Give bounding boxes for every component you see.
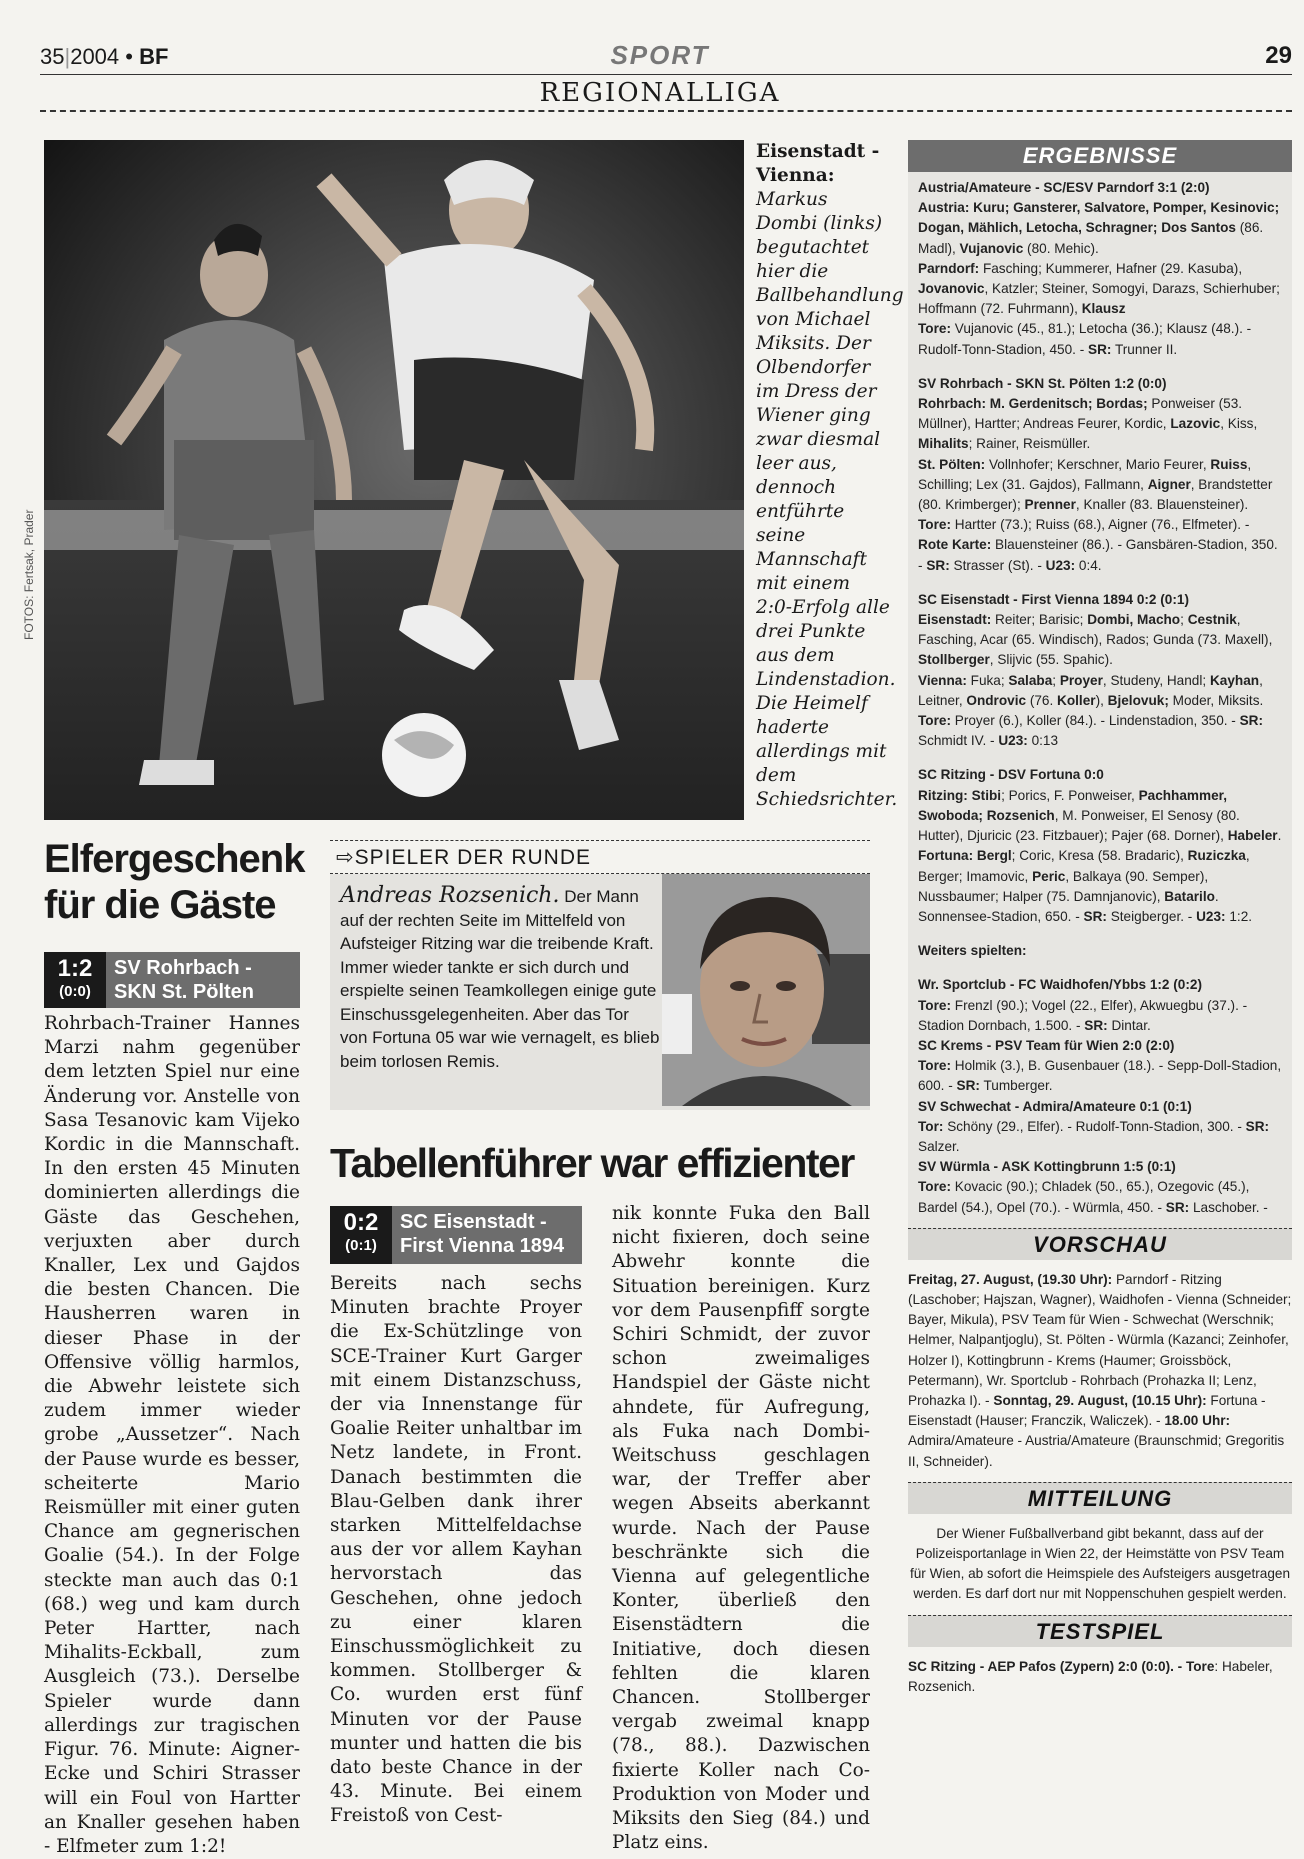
bullet: • [125, 44, 133, 69]
subsection-title: REGIONALLIGA [539, 78, 781, 108]
header-dashed-rule [40, 110, 1292, 112]
article2-body-col1: Bereits nach sechs Minuten brachte Proyer die Ex-Schützlinge von SCE-Trainer Kurt Garger mit einem Distanzschuss, der via Innenstange für Goalie Reiter unhaltbar im Netz landete, in Front. Danach bestimmten die Blau-Gelben dank ihrer starken Mittelfeldachse aus der vor allem Kayhan hervorstach das Geschehen, ohne jedoch zu einer klaren Einschussmöglichkeit zu kommen. Stollberger & Co. wurden erst fünf Minuten vor der Pause munter und hatten die bis dato beste Chance in der 43. Minute. Bei einem Freistoß von Cest- [330, 1273, 582, 1827]
match-photo [44, 140, 744, 820]
player-of-round-header [330, 840, 870, 874]
friendly-text: SC Ritzing - AEP Pafos (Zypern) 2:0 (0:0). - Tore: Habeler, Rozsenich. [908, 1658, 1273, 1694]
photo-caption [756, 140, 904, 812]
article2-scorebox [330, 1206, 582, 1264]
game-heading: Wr. Sportclub - FC Waidhofen/Ybbs 1:2 (0:2) [918, 977, 1202, 993]
issue-info: 35|2004 • BF [40, 44, 169, 69]
lineup: Rohrbach: M. Gerdenitsch; Bordas; Ponweiser (53. Müllner), Hartter; Andreas Feurer, Kordic, Lazovic, Kiss, Mihalits; Rainer, Reismüller. [918, 396, 1258, 452]
halftime-score: (0:1) [345, 1237, 377, 1254]
caption-lead: Eisenstadt - Vienna: [756, 141, 880, 186]
final-score: 1:2 [57, 955, 93, 982]
game-heading: SV Rohrbach - SKN St. Pölten 1:2 (0:0) [918, 375, 1167, 391]
lineup: St. Pölten: Vollnhofer; Kerschner, Mario Feurer, Ruiss, Schilling; Lex (31. Gajdos), Fallmann, Aigner, Brandstetter (80. Krimberger); Prenner, Knaller (83. Blauensteiner). [918, 456, 1273, 513]
lineup: Parndorf: Fasching; Kummerer, Hafner (29. Kasuba), Jovanovic, Katzler; Steiner, Somogyi, Darazs, Schierhuber; Hoffmann (72. Fuhrmann), Klausz [918, 260, 1280, 317]
preview-text: Freitag, 27. August, (19.30 Uhr): Parndorf - Ritzing (Laschober; Hajszan, Wagner), Waidhofen - Vienna (Schneider; Bayer, Mikula), PSV Team für Wien - Schwechat (Werschnik; Helmer, Nalpantjoglu), St. Pölten - Würmla (Kazanci; Zeinhofer, Holzer I), Kottingbrunn - Krems (Haumer; Groissböck, Petermann), Wr. Sportclub - Rohrbach (Prohazka II; Lenz, Prohazka I). - Sonntag, 29. August, (10.15 Uhr): Fortuna - Eisenstadt (Hauser; Franczik, Waliczek). - 18.00 Uhr: Admira/Amateure - Austria/Amateure (Braunschmid; Gregoritis II, Schneider). [908, 1271, 1292, 1469]
issue-year: 2004 [70, 44, 120, 69]
goals-line: Sonnensee-Stadion, 650. - SR: Steigberger. - U23: 1:2. [918, 908, 1253, 924]
article2-body-col2: nik konnte Fuka den Ball nicht fixieren, doch seine Abwehr konnte die Situation bereinigen. Kurz vor dem Pausenpfiff sorgte Schiri Schmidt, der zuvor schon zweimaliges Handspiel der Gäste nicht ahndete, für Aufregung, als Fuka nach Dombi-Weitschuss geschlagen war, der Treffer aber wegen Abseits aberkannt wurde. Nach der Pause beschränkte sich die Vienna auf gelegentliche Konter, überließ den Eisenstädtern die Initiative, doch diesen fehlten die klaren Chancen. Stollberger vergab zweimal knapp (78., 88.). Dazwischen fixierte Koller nach Co-Produktion von Moder und Miksits den Sieg (84.) und Platz eins. [612, 1203, 870, 1854]
player-of-round-text [340, 884, 660, 1073]
score-block [330, 1206, 392, 1264]
lineup: Vienna: Fuka; Salaba; Proyer, Studeny, Handl; Kayhan, Leitner, Ondrovic (76. Koller), Bjelovuk; Moder, Miksits. [918, 672, 1264, 708]
article1-body: Rohrbach-Trainer Hannes Marzi nahm gegenüber dem letzten Spiel nur eine Änderung vor. Anstelle von Sasa Tesanovic kam Vijeko Kordic in die Mannschaft. In den ersten 45 Minuten dominierten allerdings die Gäste das Geschehen, verjuxten aber durch Knaller, Lex und Gajdos die besten Chancen. Die Hausherren waren in dieser Phase in der Offensive völlig harmlos, die Abwehr leistete sich zudem immer wieder grobe „Aussetzer“. Nach der Pause wurde es besser, scheiterte Mario Reismüller mit einer guten Chance am gegnerischen Goalie (54.). In der Folge steckte man auch das 0:1 (68.) weg und kam durch Peter Hartter, nach Mihalits-Eckball, zum Ausgleich (73.). Derselbe Spieler wurde dann allerdings zur tragischen Figur. 76. Minute: Aigner-Ecke und Schiri Strasser will ein Foul von Hartter an Knaller gesehen haben - Elfmeter zum 1:2! [44, 1013, 300, 1857]
results-title: ERGEBNISSE [908, 140, 1292, 172]
goals-line: Tore: Vujanovic (45., 81.); Letocha (36.); Klausz (48.). - Rudolf-Tonn-Stadion, 450. - SR: Trunner II. [918, 321, 1252, 357]
issue-number: 35 [40, 44, 65, 69]
preview-title: VORSCHAU [908, 1228, 1292, 1260]
match-teams: SC Eisenstadt - First Vienna 1894 [392, 1206, 582, 1264]
preview-body [908, 1260, 1292, 1482]
game-heading: Austria/Amateure - SC/ESV Parndorf 3:1 (2:0) [918, 180, 1210, 195]
goals-line: Tor: Schöny (29., Elfer). - Rudolf-Tonn-Stadion, 300. - SR: Salzer. [918, 1118, 1270, 1154]
player-description: Der Mann auf der rechten Seite im Mittelfeld von Aufsteiger Ritzing war die treibende Kraft. Immer wieder tankte er sich durch und erspielte seinen Teamkollegen einige gute Einschussgelegenheiten. Aber das Tor von Fortuna 05 war wie vernagelt, es blieb beim torlosen Remis. [340, 887, 660, 1071]
more-games-label: Weiters spielten: [918, 943, 1027, 959]
match-teams: SV Rohrbach - SKN St. Pölten [106, 952, 300, 1008]
lineup: Austria: Kuru; Gansterer, Salvatore, Pomper, Kesinovic; Dogan, Mählich, Letocha, Schragner; Dos Santos (86. Madl), Vujanovic (80. Mehic). [918, 200, 1280, 256]
results-body [908, 172, 1292, 1228]
friendly-body [908, 1647, 1292, 1707]
notice-title: MITTEILUNG [908, 1482, 1292, 1514]
caption-text: Markus Dombi (links) begutachtet hier die Ballbehandlung von Michael Miksits. Der Olbendorfer im Dress der Wiener ging zwar diesmal leer aus, dennoch entführte seine Mannschaft mit einem 2:0-Erfolg alle drei Punkte aus dem Lindenstadion. Die Heimelf haderte allerdings mit dem Schiedsrichter. [756, 189, 904, 810]
goals-line: Tore: Hartter (73.); Ruiss (68.), Aigner (76., Elfmeter). - Rote Karte: Blauensteiner (86.). - Gansbären-Stadion, 350. - SR: Strasser (St). - U23: 0:4. [918, 517, 1278, 573]
notice-body [908, 1514, 1292, 1615]
goals-line: Tore: Holmik (3.), B. Gusenbauer (18.). - Sepp-Doll-Stadion, 600. - SR: Tumberger. [918, 1058, 1282, 1094]
game-heading: SC Ritzing - DSV Fortuna 0:0 [918, 767, 1104, 783]
article2-headline: Tabellenführer war effizienter [330, 1140, 854, 1186]
final-score: 0:2 [343, 1209, 379, 1236]
game-heading: SC Krems - PSV Team für Wien 2:0 (2:0) [918, 1037, 1175, 1053]
header-rule [40, 74, 1292, 75]
notice-text: Der Wiener Fußballverband gibt bekannt, dass auf der Polizeisportanlage in Wien 22, der Heimstätte von PSV Team für Wien, ab sofort die Heimspiele des Aufsteigers ausgetragen werden. Es darf dort nur mit Noppenschuhen gespielt werden. [909, 1525, 1291, 1602]
article1-scorebox [44, 952, 300, 1008]
score-block [44, 952, 106, 1008]
game-heading: SV Schwechat - Admira/Amateure 0:1 (0:1) [918, 1098, 1192, 1114]
goals-line: Tore: Kovacic (90.); Chladek (50., 65.), Ozegovic (45.), Bardel (54.), Opel (70.). - Würmla, 450. - SR: Laschober. - [918, 1179, 1268, 1215]
player-name: Andreas Rozsenich. [340, 883, 560, 908]
player-of-round-label: SPIELER DER RUNDE [354, 846, 591, 869]
sidebar [908, 140, 1292, 1707]
game-heading: SC Eisenstadt - First Vienna 1894 0:2 (0:1) [918, 591, 1189, 607]
lineup: Ritzing: Stibi; Porics, F. Ponweiser, Pachhammer, Swoboda; Rozsenich, M. Ponweiser, El Senosy (80. Hutter), Djuricic (23. Fitzbauer); Pajer (68. Dorner), Habeler. [918, 787, 1282, 844]
brand-name: BF [139, 44, 169, 69]
lineup: Eisenstadt: Reiter; Barisic; Dombi, Macho; Cestnik, Fasching, Acar (65. Windisch), Rados; Gunda (73. Maxell), Stollberger, Slijvic (55. Spahic). [918, 612, 1273, 668]
article1-headline: Elfergeschenk für die Gäste [44, 837, 305, 927]
game-heading: SV Würmla - ASK Kottingbrunn 1:5 (0:1) [918, 1159, 1176, 1175]
goals-line: Tore: Frenzl (90.); Vogel (22., Elfer), Akwuegbu (37.). - Stadion Dornbach, 1.500. - SR: Dintar. [918, 997, 1248, 1033]
section-label: SPORT [610, 40, 710, 70]
halftime-score: (0:0) [59, 983, 91, 1000]
lineup: Fortuna: Bergl; Coric, Kresa (58. Bradaric), Ruziczka, Berger; Imamovic, Peric, Balkaya (90. Semper), Nussbaumer; Halper (75. Damnjanovic), Batarilo. [918, 848, 1250, 904]
arrow-icon: ⇨ [336, 846, 355, 869]
player-portrait [662, 874, 870, 1106]
photo-credit: FOTOS: Fertsak, Prader [22, 509, 36, 640]
page-number: 29 [1265, 42, 1292, 69]
goals-line: Tore: Proyer (6.), Koller (84.). - Lindenstadion, 350. - SR: Schmidt IV. - U23: 0:13 [918, 713, 1264, 749]
friendly-title: TESTSPIEL [908, 1615, 1292, 1647]
